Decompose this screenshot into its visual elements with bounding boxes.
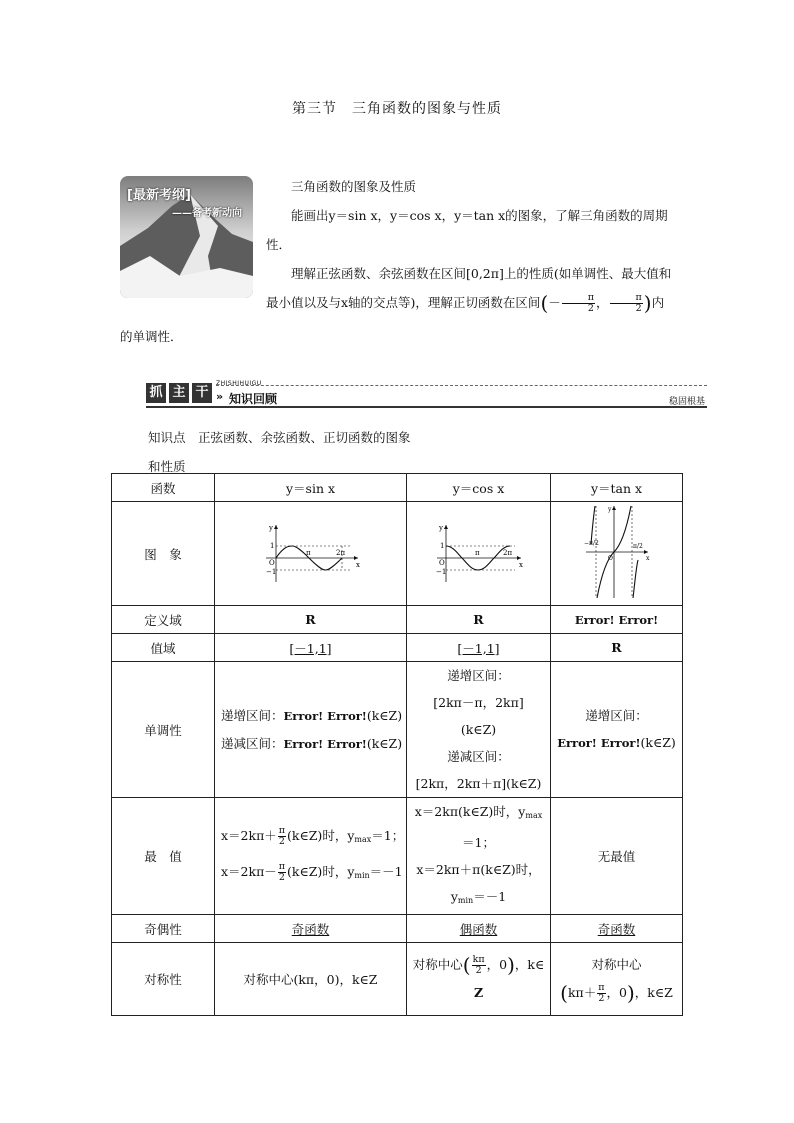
sin-graph [215, 502, 407, 606]
domain-label: 定义域 [112, 606, 215, 634]
range-label: 值域 [112, 634, 215, 662]
section-name: 知识回顾 [229, 392, 278, 406]
domain-sin: R [215, 606, 407, 634]
header-function: 函数 [112, 474, 215, 502]
tan-origin: O [607, 555, 613, 562]
symmetry-row [112, 943, 683, 1016]
badge-char-3: 干 [192, 383, 212, 403]
cos-neg-one: −1 [435, 567, 446, 576]
tan-x-label: x [645, 555, 649, 562]
exam-outline-banner [120, 176, 253, 298]
sin-pi: π [305, 548, 311, 557]
symmetry-tan: 对称中心 (kπ＋ $\frac{\pi}{2}$ ，0)，k∈Z [551, 943, 683, 1016]
cos-two-pi: 2π [502, 548, 512, 557]
cos-graph-svg [429, 520, 529, 585]
range-sin: [－1,1] [215, 634, 407, 662]
tan-pi-2: π/2 [632, 543, 643, 550]
mono-sin: 递增区间：Error! Error!(k∈Z) 递减区间：Error! Error!(k∈Z) [215, 662, 407, 798]
intro-p1: 能画出y＝sin x，y＝cos x，y＝tan x的图象，了解三角函数的周期性． [266, 208, 668, 252]
tan-graph [551, 502, 683, 606]
mono-tan: 递增区间： Error! Error!(k∈Z) [551, 662, 683, 798]
sin-x-label: x [355, 560, 360, 569]
symmetry-sin: 对称中心(kπ，0)，k∈Z [215, 943, 407, 1016]
header-tan: y＝tan x [551, 474, 683, 502]
parity-tan: 奇函数 [551, 915, 683, 943]
chevron-right-icon: » [216, 390, 224, 403]
properties-table [111, 473, 683, 1016]
range-cos: [－1,1] [407, 634, 551, 662]
parity-row [112, 915, 683, 943]
range-row [112, 634, 683, 662]
section-small-label: ZHISHIHUIGU [216, 380, 262, 387]
cos-x-label: x [518, 560, 523, 569]
parity-label: 奇偶性 [112, 915, 215, 943]
cos-y-label: y [438, 523, 443, 532]
monotonicity-row [112, 662, 683, 798]
domain-tan: Error! Error! [551, 606, 683, 634]
cos-graph [407, 502, 551, 606]
symmetry-label: 对称性 [112, 943, 215, 1016]
sin-one: 1 [269, 541, 274, 550]
sin-origin: O [268, 558, 275, 567]
banner-subtitle: ——备考新动向 [172, 208, 242, 219]
range-tan: R [551, 634, 683, 662]
extrema-tan: 无最值 [551, 798, 683, 915]
sin-y-label: y [268, 523, 273, 532]
intro-text [266, 172, 681, 318]
extrema-cos: x＝2kπ(k∈Z)时，$y_{max}$ ＝1； x＝2kπ＋π(k∈Z)时， $y_{min}=-1$ [407, 798, 551, 915]
tan-y-label: y [607, 506, 611, 513]
sin-graph-svg [256, 520, 366, 585]
badge-char-1: 抓 [146, 383, 166, 403]
section-header [146, 378, 707, 408]
section-right-label: 稳固根基 [668, 397, 705, 407]
mono-cos: 递增区间： [2kπ－π，2kπ] (k∈Z) 递减区间： [2kπ，2kπ＋π](k∈Z) [407, 662, 551, 798]
header-cos: y＝cos x [407, 474, 551, 502]
domain-row [112, 606, 683, 634]
cos-one: 1 [439, 541, 444, 550]
cos-origin: O [438, 558, 445, 567]
page-title: 第三节 三角函数的图象与性质 [292, 101, 502, 117]
parity-sin: 奇函数 [215, 915, 407, 943]
extrema-label: 最 值 [112, 798, 215, 915]
knowledge-line-2: 和性质 [148, 459, 186, 474]
sin-two-pi: 2π [335, 548, 345, 557]
graph-row [112, 502, 683, 606]
sin-neg-one: −1 [265, 567, 276, 576]
symmetry-cos: 对称中心( $\frac{k\pi}{2}$ ，0)，k∈ Z [407, 943, 551, 1016]
header-sin: y＝sin x [215, 474, 407, 502]
cos-pi: π [474, 548, 480, 557]
graph-label: 图 象 [112, 502, 215, 606]
domain-cos: R [407, 606, 551, 634]
extrema-row [112, 798, 683, 915]
badge-char-2: 主 [169, 383, 189, 403]
intro-p2: 理解正弦函数、余弦函数在区间[0,2π]上的性质(如单调性、最大值和最小值以及与x轴的交点等)，理解正切函数在区间(－ $\frac{\pi}{2}$ ， $\frac{\pi}{2}$ )内 [266, 266, 672, 315]
mono-label: 单调性 [112, 662, 215, 798]
intro-tail: 的单调性． [120, 329, 183, 344]
parity-cos: 偶函数 [407, 915, 551, 943]
tan-neg-pi-2: −π/2 [583, 540, 599, 547]
table-header-row [112, 474, 683, 502]
tan-graph-svg [582, 502, 652, 602]
intro-heading: 三角函数的图象及性质 [291, 179, 417, 194]
knowledge-line-1: 知识点 正弦函数、余弦函数、正切函数的图象 [148, 430, 411, 445]
banner-title: [最新考纲] [127, 188, 191, 203]
extrema-sin: x＝2kπ＋ $\frac{\pi}{2}$ (k∈Z)时，$y_{max}=1$； x＝2kπ－ $\frac{\pi}{2}$ (k∈Z)时，$y_{min}=-1$ [215, 798, 407, 915]
